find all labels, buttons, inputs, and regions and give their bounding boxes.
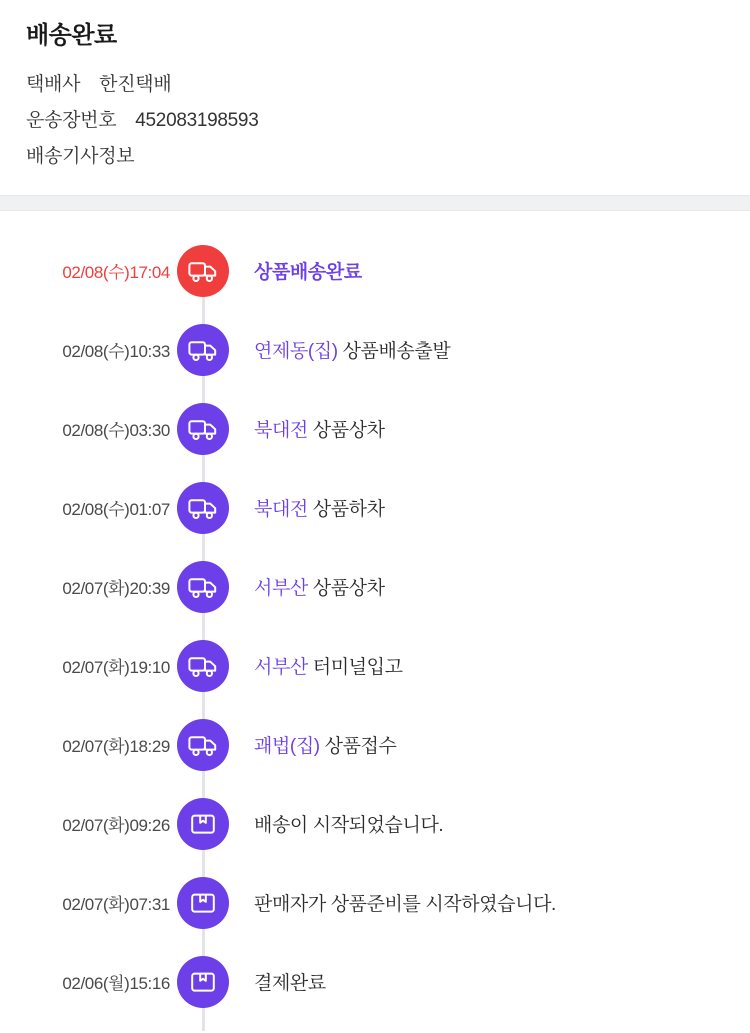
box-icon bbox=[177, 798, 229, 850]
box-icon bbox=[177, 877, 229, 929]
timeline-event-place: 북대전 bbox=[254, 499, 308, 521]
section-divider bbox=[0, 195, 750, 211]
timeline-event-description: 상품접수 bbox=[324, 736, 397, 758]
timeline-event-text bbox=[236, 494, 750, 521]
timeline-event-text bbox=[236, 415, 750, 442]
timeline-event-text bbox=[236, 257, 750, 284]
truck-icon bbox=[177, 245, 229, 297]
timeline-event-place: 서부산 bbox=[254, 657, 308, 679]
timeline-event bbox=[0, 389, 750, 468]
tracking-label: 운송장번호 bbox=[26, 109, 117, 131]
timeline-rows bbox=[0, 231, 750, 1021]
timeline-event-place: 괘법(집) bbox=[254, 736, 320, 758]
timeline-marker bbox=[170, 403, 236, 455]
timeline-event-time: 02/07(화)20:39 bbox=[62, 579, 170, 599]
carrier-value: 한진택배 bbox=[99, 73, 172, 95]
timeline-event-description: 터미널입고 bbox=[312, 657, 403, 679]
timeline-event-text bbox=[236, 652, 750, 679]
timeline-event-time: 02/08(수)03:30 bbox=[62, 421, 170, 441]
timeline-event-description: 상품배송완료 bbox=[254, 262, 362, 284]
box-icon bbox=[177, 956, 229, 1008]
timeline-event bbox=[0, 231, 750, 310]
tracking-number[interactable]: 452083198593 bbox=[135, 109, 259, 131]
timeline-event-place: 서부산 bbox=[254, 578, 308, 600]
timeline-event bbox=[0, 626, 750, 705]
timeline-event-place: 북대전 bbox=[254, 420, 308, 442]
timeline-marker bbox=[170, 245, 236, 297]
timeline-marker bbox=[170, 798, 236, 850]
timeline-event-text bbox=[236, 810, 750, 837]
timeline-event-description: 배송이 시작되었습니다. bbox=[254, 815, 444, 837]
timeline-event-time: 02/07(화)18:29 bbox=[62, 737, 170, 757]
truck-icon bbox=[177, 640, 229, 692]
timeline-marker bbox=[170, 482, 236, 534]
truck-icon bbox=[177, 482, 229, 534]
timeline-event-description: 상품상차 bbox=[312, 420, 385, 442]
timeline-marker bbox=[170, 561, 236, 613]
timeline-event bbox=[0, 468, 750, 547]
tracking-row bbox=[26, 103, 724, 139]
timeline-event-text bbox=[236, 731, 750, 758]
timeline-event-time: 02/08(수)01:07 bbox=[62, 500, 170, 520]
timeline-event-text bbox=[236, 336, 750, 363]
timeline-marker bbox=[170, 956, 236, 1008]
delivery-header bbox=[0, 0, 750, 195]
timeline-marker bbox=[170, 324, 236, 376]
timeline-marker bbox=[170, 877, 236, 929]
timeline-marker bbox=[170, 640, 236, 692]
timeline-event-time: 02/07(화)19:10 bbox=[62, 658, 170, 678]
carrier-label: 택배사 bbox=[26, 73, 81, 95]
driver-info-label[interactable]: 배송기사정보 bbox=[26, 145, 135, 167]
timeline-marker bbox=[170, 719, 236, 771]
timeline-event bbox=[0, 547, 750, 626]
timeline-event-time: 02/08(수)17:04 bbox=[62, 263, 170, 283]
truck-icon bbox=[177, 719, 229, 771]
timeline-event-time: 02/06(월)15:16 bbox=[62, 974, 170, 994]
truck-icon bbox=[177, 403, 229, 455]
delivery-timeline bbox=[0, 211, 750, 1021]
timeline-event-time: 02/08(수)10:33 bbox=[62, 342, 170, 362]
timeline-event bbox=[0, 784, 750, 863]
carrier-row bbox=[26, 67, 724, 103]
timeline-event bbox=[0, 942, 750, 1021]
timeline-event-text bbox=[236, 573, 750, 600]
timeline-event-text bbox=[236, 968, 750, 995]
truck-icon bbox=[177, 561, 229, 613]
timeline-event-description: 상품상차 bbox=[312, 578, 385, 600]
timeline-event-description: 판매자가 상품준비를 시작하였습니다. bbox=[254, 894, 556, 916]
timeline-event-description: 결제완료 bbox=[254, 973, 326, 995]
timeline-event-description: 상품하차 bbox=[312, 499, 385, 521]
timeline-event bbox=[0, 705, 750, 784]
truck-icon bbox=[177, 324, 229, 376]
page-title: 배송완료 bbox=[26, 22, 117, 49]
timeline-event-text bbox=[236, 889, 750, 916]
timeline-event-description: 상품배송출발 bbox=[342, 341, 451, 363]
timeline-event bbox=[0, 863, 750, 942]
timeline-event bbox=[0, 310, 750, 389]
timeline-event-time: 02/07(화)09:26 bbox=[62, 816, 170, 836]
timeline-event-time: 02/07(화)07:31 bbox=[62, 895, 170, 915]
timeline-event-place: 연제동(집) bbox=[254, 341, 338, 363]
